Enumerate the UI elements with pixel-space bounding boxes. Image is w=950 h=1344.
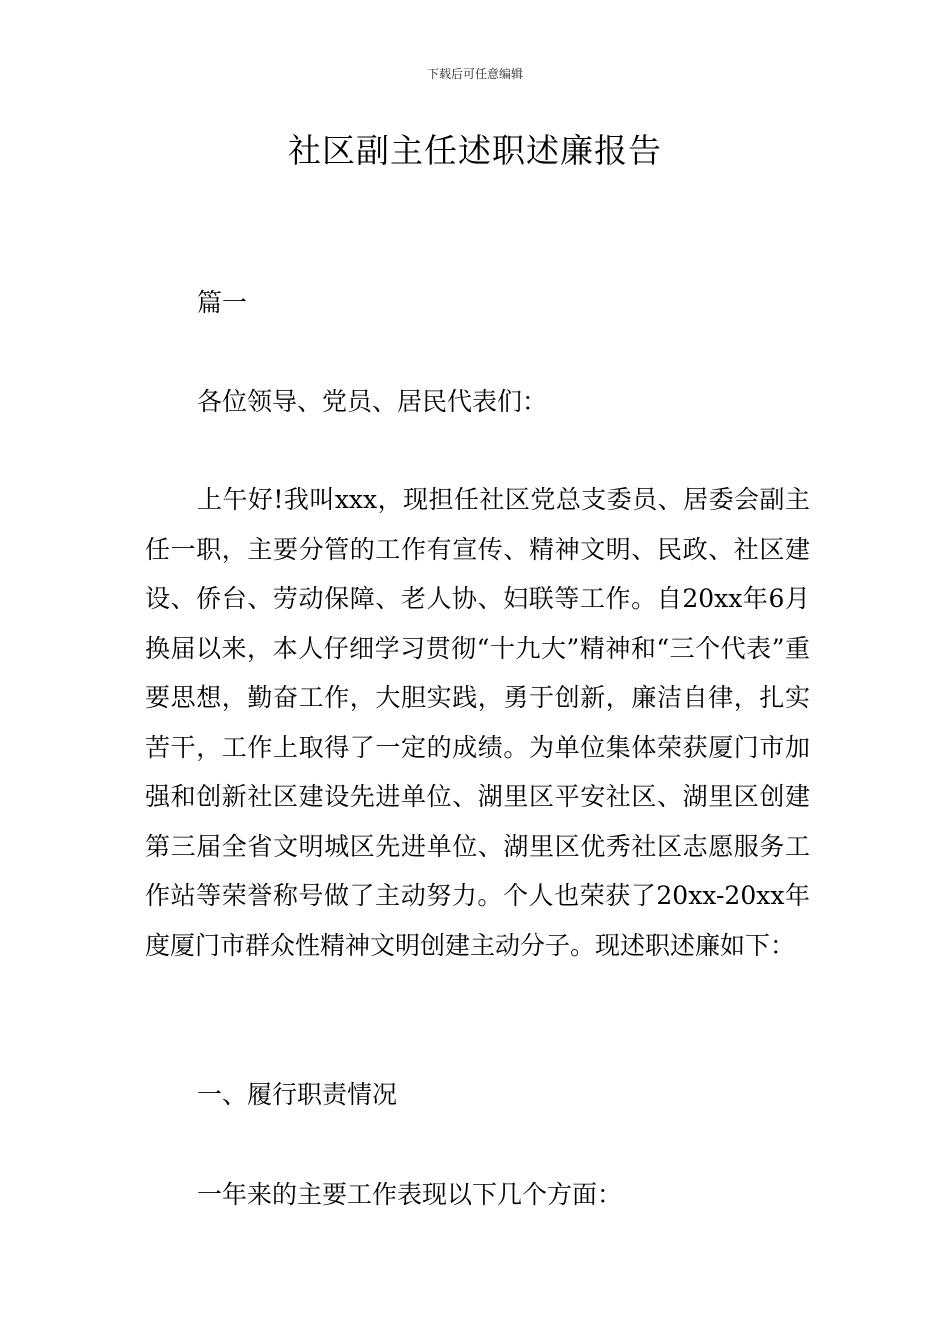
body-paragraph: 上午好!我叫xxx，现担任社区党总支委员、居委会副主任一职，主要分管的工作有宣传、精神文明、民政、社区建设、侨台、劳动保障、老人协、妇联等工作。自20xx年6月换届以来，本人仔细学习贯彻“十九大”精神和“三个代表”重要思想，勤奋工作，大胆实践，勇于创新，廉洁自律，扎实苦干，工作上取得了一定的成绩。为单位集体荣获厦门市加强和创新社区建设先进单位、湖里区平安社区、湖里区创建第三届全省文明城区先进单位、湖里区优秀社区志愿服务工作站等荣誉称号做了主动努力。个人也荣获了20xx-20xx年度厦门市群众性精神文明创建主动分子。现述职述廉如下： — [145, 485, 810, 960]
section-intro: 一年来的主要工作表现以下几个方面： — [197, 1180, 623, 1209]
section-heading: 一、履行职责情况 — [197, 1080, 398, 1109]
document-title: 社区副主任述职述廉报告 — [288, 131, 662, 170]
greeting-line: 各位领导、党员、居民代表们： — [197, 387, 548, 416]
download-note: 下载后可任意编辑 — [426, 67, 523, 81]
part-label: 篇一 — [197, 288, 248, 317]
